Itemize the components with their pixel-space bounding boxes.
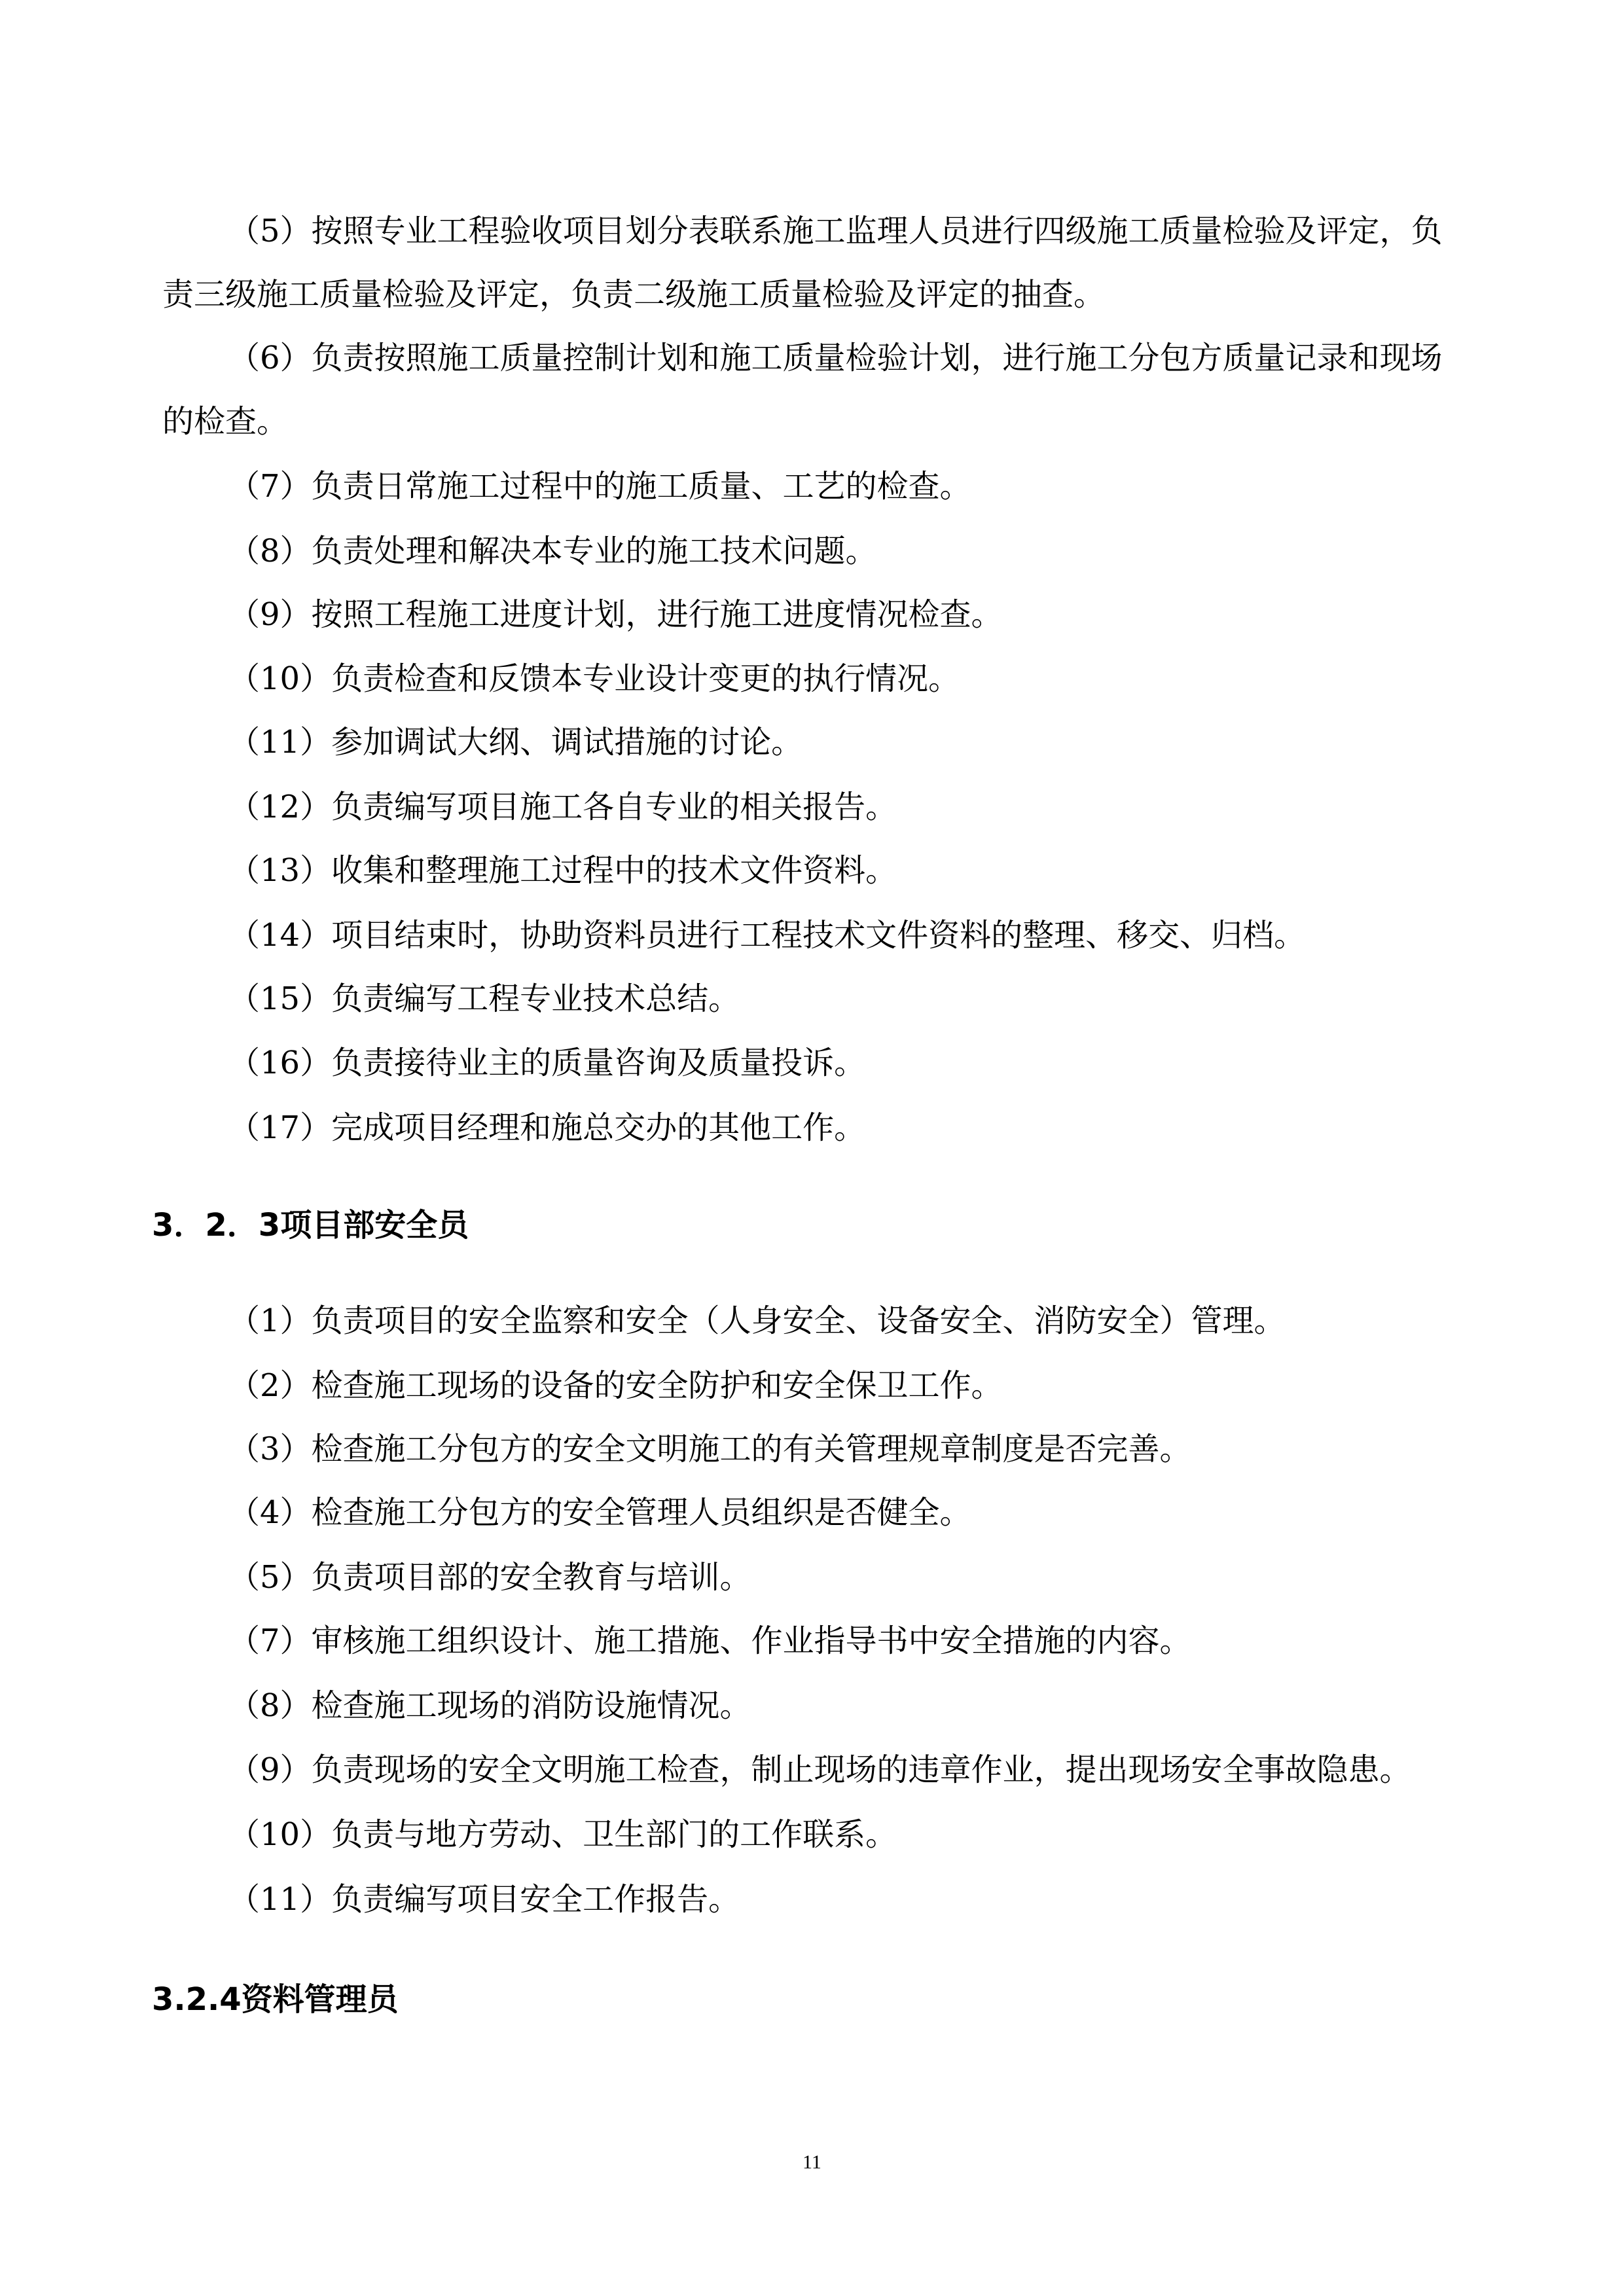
paragraph-line: 责三级施工质量检验及评定，负责二级施工质量检验及评定的抽查。	[162, 276, 1106, 313]
list-item: （14）项目结束时，协助资料员进行工程技术文件资料的整理、移交、归档。	[228, 917, 1306, 954]
list-item: （10）负责与地方劳动、卫生部门的工作联系。	[228, 1816, 897, 1853]
paragraph-line: 的检查。	[162, 403, 289, 440]
list-item: （16）负责接待业主的质量咨询及质量投诉。	[228, 1045, 866, 1081]
paragraph-line: （6）负责按照施工质量控制计划和施工质量检验计划，进行施工分包方质量记录和现场	[228, 340, 1443, 376]
list-item: （12）负责编写项目施工各自专业的相关报告。	[228, 789, 897, 825]
list-item: （9）负责现场的安全文明施工检查，制止现场的违章作业，提出现场安全事故隐患。	[228, 1751, 1411, 1788]
paragraph-line: （5）按照专业工程验收项目划分表联系施工监理人员进行四级施工质量检验及评定，负	[228, 213, 1443, 249]
list-item: （13）收集和整理施工过程中的技术文件资料。	[228, 852, 897, 889]
list-item: （10）负责检查和反馈本专业设计变更的执行情况。	[228, 660, 960, 697]
section-heading: 3．2．3项目部安全员	[152, 1207, 469, 1244]
list-item: （4）检查施工分包方的安全管理人员组织是否健全。	[228, 1494, 971, 1531]
list-item: （11）参加调试大纲、调试措施的讨论。	[228, 724, 803, 761]
list-item: （2）检查施工现场的设备的安全防护和安全保卫工作。	[228, 1367, 1003, 1404]
list-item: （3）检查施工分包方的安全文明施工的有关管理规章制度是否完善。	[228, 1431, 1191, 1467]
list-item: （11）负责编写项目安全工作报告。	[228, 1881, 740, 1918]
section-heading: 3.2.4资料管理员	[152, 1981, 399, 2018]
list-item: （7）审核施工组织设计、施工措施、作业指导书中安全措施的内容。	[228, 1623, 1191, 1659]
page-number: 11	[803, 2151, 821, 2173]
list-item: （8）检查施工现场的消防设施情况。	[228, 1687, 751, 1724]
list-item: （1）负责项目的安全监察和安全（人身安全、设备安全、消防安全）管理。	[228, 1302, 1286, 1339]
list-item: （8）负责处理和解决本专业的施工技术问题。	[228, 533, 877, 569]
list-item: （15）负责编写工程专业技术总结。	[228, 980, 740, 1017]
list-item: （17）完成项目经理和施总交办的其他工作。	[228, 1109, 866, 1146]
list-item: （9）按照工程施工进度计划，进行施工进度情况检查。	[228, 596, 1003, 633]
list-item: （5）负责项目部的安全教育与培训。	[228, 1559, 751, 1596]
list-item: （7）负责日常施工过程中的施工质量、工艺的检查。	[228, 468, 971, 505]
